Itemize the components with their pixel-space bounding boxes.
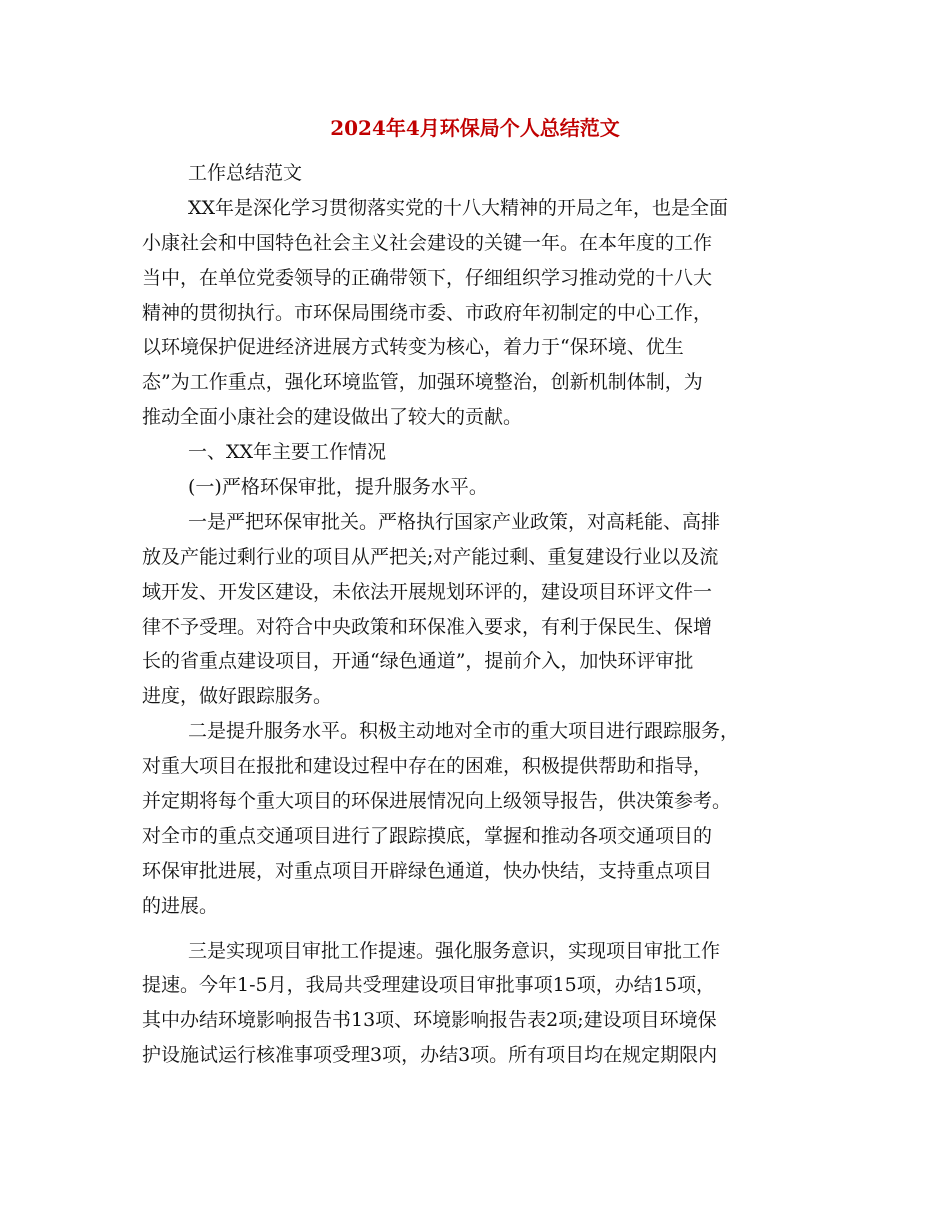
document-body [142,156,812,1073]
text-line: 推动全面小康社会的建设做出了较大的贡献。 [142,406,523,429]
text-line: 对全市的重点交通项目进行了跟踪摸底，掌握和推动各项交通项目的 [142,824,713,847]
text-line: 进度，做好跟踪服务。 [142,685,333,708]
text-line: 的进展。 [142,894,219,917]
text-line: 并定期将每个重大项目的环保进展情况向上级领导报告，供决策参考。 [142,790,732,813]
text-line: 其中办结环境影响报告书13项、环境影响报告表2项;建设项目环境保 [142,1009,717,1032]
text-line: 提速。今年1-5月，我局共受理建设项目审批事项15项，办结15项， [142,974,715,997]
paragraph-gap [142,924,812,934]
text-line: 放及产能过剩行业的项目从严把关;对产能过剩、重复建设行业以及流 [142,545,719,568]
text-line: 律不予受理。对符合中央政策和环保准入要求，有利于保民生、保增 [142,615,713,638]
text-line: 以环境保护促进经济进展方式转变为核心，着力于“保环境、优生 [142,336,684,359]
text-line: 三是实现项目审批工作提速。强化服务意识，实现项目审批工作 [188,939,721,962]
text-line: 工作总结范文 [188,162,303,184]
text-line: 小康社会和中国特色社会主义社会建设的关键一年。在本年度的工作 [142,231,713,254]
text-line: XX年是深化学习贯彻落实党的十八大精神的开局之年，也是全面 [188,196,729,219]
text-line: (一)严格环保审批，提升服务水平。 [188,476,488,499]
document-title: 2024年4月环保局个人总结范文 [330,116,620,140]
text-line: 精神的贯彻执行。市环保局围绕市委、市政府年初制定的中心工作， [142,301,713,324]
text-line: 态”为工作重点，强化环境监管，加强环境整治，创新机制体制，为 [142,371,703,394]
text-line: 一、XX年主要工作情况 [188,441,387,464]
text-line: 二是提升服务水平。积极主动地对全市的重大项目进行跟踪服务， [188,720,740,743]
text-line: 护设施试运行核准事项受理3项，办结3项。所有项目均在规定期限内 [142,1044,718,1067]
text-line: 环保审批进展，对重点项目开辟绿色通道，快办快结，支持重点项目 [142,859,713,882]
text-line: 域开发、开发区建设，未依法开展规划环评的，建设项目环评文件一 [142,580,713,603]
text-line: 对重大项目在报批和建设过程中存在的困难，积极提供帮助和指导， [142,755,713,778]
text-line: 长的省重点建设项目，开通“绿色通道”，提前介入，加快环评审批 [142,650,694,673]
text-line: 当中，在单位党委领导的正确带领下，仔细组织学习推动党的十八大 [142,266,713,289]
text-line: 一是严把环保审批关。严格执行国家产业政策，对高耗能、高排 [188,510,721,533]
